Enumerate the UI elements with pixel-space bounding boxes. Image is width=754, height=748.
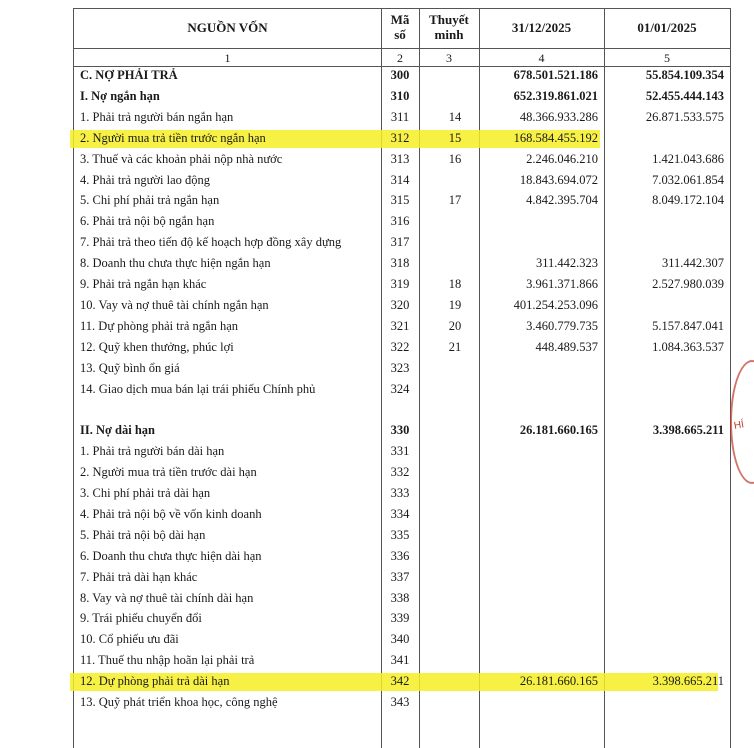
row-value-begin: 8.049.172.104: [652, 193, 724, 208]
row-label: 2. Người mua trả tiền trước dài hạn: [80, 465, 257, 480]
row-value-end: 678.501.521.186: [513, 68, 598, 82]
table-row: [74, 150, 730, 171]
row-label: 7. Phải trả dài hạn khác: [80, 569, 198, 584]
table-row: [74, 526, 730, 547]
row-code: 316: [390, 214, 410, 229]
table-row: [74, 212, 730, 233]
table-row: [74, 505, 730, 526]
row-value-end: 652.319.861.021: [513, 88, 598, 103]
row-label: 1. Phải trả người bán dài hạn: [80, 444, 225, 459]
table-row: [74, 87, 730, 108]
table-row: [74, 547, 730, 568]
row-code: 311: [390, 109, 410, 124]
row-value-begin: 3.398.665.211: [652, 423, 724, 438]
header-note-line2: minh: [434, 27, 464, 42]
row-note: 15: [448, 130, 462, 145]
row-code: 335: [390, 527, 410, 542]
row-value-begin: 7.032.061.854: [652, 172, 724, 187]
table-row: [74, 672, 730, 693]
row-code: 317: [390, 235, 410, 250]
table-row: [74, 400, 730, 421]
row-code: 334: [390, 506, 410, 521]
row-label: 14. Giao dịch mua bán lại trái phiếu Chính phủ: [80, 381, 316, 396]
table-row: [74, 191, 730, 212]
row-label: 8. Doanh thu chưa thực hiện ngắn hạn: [80, 256, 271, 271]
row-note: 18: [448, 277, 462, 291]
header-note: [419, 12, 479, 42]
row-code: 318: [390, 256, 410, 271]
table-row: [74, 338, 730, 359]
row-code: 341: [390, 653, 410, 668]
row-code: 323: [390, 360, 410, 375]
row-label: 12. Quỹ khen thưởng, phúc lợi: [80, 339, 234, 354]
row-value-begin: 2.527.980.039: [652, 277, 724, 291]
table-row: [74, 630, 730, 651]
row-note: 14: [448, 109, 462, 124]
row-code: 330: [390, 423, 410, 438]
col-number-5: 5: [664, 51, 670, 65]
row-code: 332: [390, 465, 410, 480]
row-code: 320: [390, 297, 410, 312]
row-code: 331: [390, 444, 410, 459]
row-value-end: 168.584.455.192: [513, 130, 598, 145]
seal-text: HÍ: [733, 419, 745, 432]
row-code: 310: [390, 88, 410, 103]
row-label: 6. Phải trả nội bộ ngắn hạn: [80, 214, 215, 229]
row-label: 13. Quỹ phát triển khoa học, công nghệ: [80, 695, 278, 709]
table-row: [74, 359, 730, 380]
row-label: 2. Người mua trả tiền trước ngắn hạn: [80, 130, 266, 145]
row-code: 324: [390, 381, 410, 396]
col-number-2: 2: [397, 51, 403, 65]
row-note: 19: [448, 297, 462, 312]
header-note-line1: Thuyết: [429, 12, 469, 27]
table-row: [74, 609, 730, 630]
table-row: [74, 380, 730, 401]
table-row: [74, 129, 730, 150]
header-end-date: 31/12/2025: [511, 20, 572, 35]
header-top-line: [74, 8, 730, 9]
table-row: [74, 233, 730, 254]
table-row: [74, 296, 730, 317]
row-value-end: 3.460.779.735: [526, 318, 598, 333]
row-label: 4. Phải trả người lao động: [80, 172, 211, 187]
table-row: [74, 589, 730, 610]
company-seal: [728, 360, 754, 480]
row-code: 340: [390, 632, 410, 647]
row-value-end: 401.254.253.096: [513, 297, 598, 312]
row-code: 339: [390, 611, 410, 626]
row-label: 11. Dự phòng phải trả ngắn hạn: [80, 318, 239, 333]
liabilities-table: [73, 8, 731, 748]
row-code: 337: [390, 569, 410, 584]
row-value-begin: 26.871.533.575: [645, 109, 724, 124]
row-code: 338: [390, 590, 410, 605]
row-value-begin: 311.442.307: [661, 256, 724, 271]
table-row: [74, 463, 730, 484]
table-row: [74, 171, 730, 192]
row-label: 10. Vay và nợ thuê tài chính ngắn hạn: [80, 297, 269, 312]
row-label: C. NỢ PHẢI TRẢ: [80, 68, 178, 82]
row-label: 7. Phải trả theo tiến độ kế hoạch hợp đồng xây dựng: [80, 235, 342, 250]
table-row: [74, 651, 730, 672]
row-value-begin: 5.157.847.041: [652, 318, 724, 333]
row-value-end: 3.961.371.866: [526, 277, 598, 291]
row-label: I. Nợ ngắn hạn: [80, 88, 160, 103]
row-value-end: 2.246.046.210: [526, 151, 598, 166]
row-note: 17: [448, 193, 462, 208]
row-code: 312: [390, 130, 410, 145]
row-label: 6. Doanh thu chưa thực hiện dài hạn: [80, 548, 262, 563]
row-value-begin: 3.398.665.211: [652, 674, 724, 689]
row-label: 1. Phải trả người bán ngắn hạn: [80, 109, 234, 124]
table-row: [74, 442, 730, 463]
row-code: 321: [390, 318, 410, 333]
row-code: 343: [390, 695, 410, 709]
col-number-3: 3: [446, 51, 452, 65]
row-note: 21: [448, 339, 462, 354]
row-code: 322: [390, 339, 410, 354]
row-value-end: 4.842.395.704: [526, 193, 598, 208]
header-code-line1: Mã: [390, 12, 410, 27]
row-value-end: 448.489.537: [535, 339, 598, 354]
header-code-line2: số: [394, 27, 406, 42]
row-label: 13. Quỹ bình ổn giá: [80, 360, 180, 375]
row-value-begin: 55.854.109.354: [645, 68, 724, 82]
table-row: [74, 693, 730, 714]
table-row: [74, 317, 730, 338]
row-code: 315: [390, 193, 410, 208]
header-source: NGUỒN VỐN: [187, 20, 268, 35]
row-label: 12. Dự phòng phải trả dài hạn: [80, 674, 230, 689]
table-row: [74, 108, 730, 129]
row-value-end: 311.442.323: [535, 256, 598, 271]
table-row: [74, 66, 730, 87]
row-label: 4. Phải trả nội bộ về vốn kinh doanh: [80, 506, 262, 521]
row-code: 300: [390, 68, 410, 82]
row-value-begin: 52.455.444.143: [645, 88, 724, 103]
table-row: [74, 254, 730, 275]
row-value-begin: 1.084.363.537: [652, 339, 724, 354]
row-note: 16: [448, 151, 462, 166]
col-number-1: 1: [224, 51, 231, 65]
row-value-end: 18.843.694.072: [519, 172, 598, 187]
row-code: 313: [390, 151, 410, 166]
table-row: [74, 421, 730, 442]
row-code: 319: [390, 277, 410, 291]
row-code: 333: [390, 486, 410, 500]
table-row: [74, 275, 730, 296]
row-label: 3. Thuế và các khoản phải nộp nhà nước: [80, 151, 283, 166]
row-label: 9. Trái phiếu chuyển đổi: [80, 611, 202, 626]
table-row: [74, 568, 730, 589]
row-code: 314: [390, 172, 410, 187]
row-value-end: 26.181.660.165: [519, 674, 598, 689]
row-value-end: 26.181.660.165: [519, 423, 598, 438]
row-label: 5. Chi phí phải trả ngắn hạn: [80, 193, 220, 208]
row-label: 10. Cổ phiếu ưu đãi: [80, 632, 179, 647]
row-label: II. Nợ dài hạn: [80, 423, 156, 438]
row-label: 5. Phải trả nội bộ dài hạn: [80, 527, 206, 542]
row-value-begin: 1.421.043.686: [652, 151, 724, 166]
row-code: 336: [390, 548, 410, 563]
row-value-end: 48.366.933.286: [519, 109, 598, 124]
row-label: 9. Phải trả ngắn hạn khác: [80, 277, 207, 291]
row-label: 8. Vay và nợ thuê tài chính dài hạn: [80, 590, 254, 605]
row-code: 342: [390, 674, 410, 689]
col-number-4: 4: [538, 51, 545, 65]
header-code: [381, 12, 419, 42]
row-label: 3. Chi phí phải trả dài hạn: [80, 486, 211, 500]
table-row: [74, 484, 730, 505]
row-label: 11. Thuế thu nhập hoãn lại phải trả: [80, 653, 255, 668]
header-bottom-line: [74, 48, 730, 49]
header-begin-date: 01/01/2025: [637, 20, 697, 35]
row-note: 20: [448, 318, 462, 333]
